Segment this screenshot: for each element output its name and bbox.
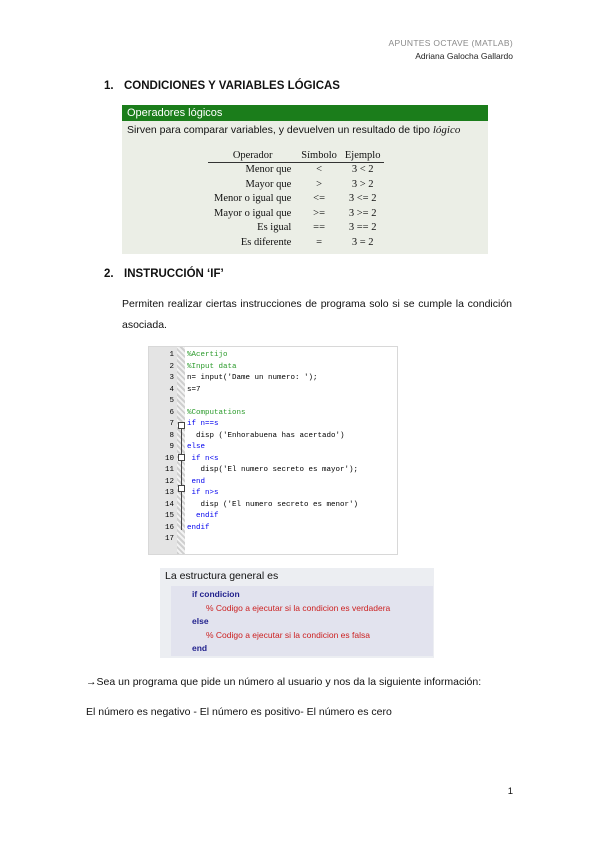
operator-symbol: == xyxy=(313,222,325,233)
operator-example: 3 == 2 xyxy=(348,222,377,233)
code-editor-screenshot xyxy=(148,346,398,555)
structure-keyword: if condicion xyxy=(192,589,240,599)
operator-symbol: < xyxy=(316,164,323,175)
operator-symbol: >= xyxy=(313,207,325,219)
code-text: %Computations xyxy=(187,408,246,417)
code-text: %Acertijo xyxy=(187,351,228,359)
column-header: Ejemplo xyxy=(341,150,385,163)
fold-marker-icon xyxy=(178,454,185,461)
structure-keyword: else xyxy=(192,616,209,626)
code-line xyxy=(149,442,206,453)
code-text: if n<s xyxy=(187,454,219,463)
operator-symbol: = xyxy=(316,236,323,248)
code-line xyxy=(149,396,174,407)
structure-keyword: end xyxy=(192,643,208,653)
operator-example: 3 >= 2 xyxy=(348,207,377,219)
operator-symbol: <= xyxy=(313,193,325,204)
line-number: 3 xyxy=(169,374,174,382)
code-line xyxy=(149,488,219,499)
operator-example: 3 > 2 xyxy=(351,178,374,190)
line-number: 1 xyxy=(169,351,174,359)
code-text: endif xyxy=(187,512,219,520)
fold-marker-icon xyxy=(178,485,185,492)
code-text: n= input('Dame un numero: '); xyxy=(187,374,318,382)
code-text: else xyxy=(187,443,206,451)
code-line xyxy=(149,454,219,465)
line-number: 17 xyxy=(164,535,174,543)
operator-name: Es igual xyxy=(257,222,292,233)
operator-row xyxy=(208,207,384,222)
description-text: Sirven para comparar variables, y devuelven un resultado de tipo xyxy=(127,124,430,136)
operator-example: 3 = 2 xyxy=(351,236,374,248)
header-subject: APUNTES OCTAVE (MATLAB) xyxy=(388,38,513,48)
operator-row xyxy=(208,192,384,207)
code-text: disp ('Enhorabuena has acertado') xyxy=(187,431,345,440)
line-number: 2 xyxy=(169,362,174,371)
description-emphasis: lógico xyxy=(432,124,461,136)
line-number: 5 xyxy=(169,397,174,405)
operator-name: Es diferente xyxy=(240,236,292,248)
code-line xyxy=(149,511,219,522)
code-text: %Input data xyxy=(187,362,237,371)
line-number: 8 xyxy=(169,431,174,440)
operators-table xyxy=(208,150,384,250)
general-structure-box xyxy=(160,568,434,658)
logical-operators-title: Operadores lógicos xyxy=(122,105,488,121)
operator-row xyxy=(208,178,384,193)
page-number: 1 xyxy=(507,786,513,797)
column-header: Símbolo xyxy=(297,150,341,163)
code-line xyxy=(149,419,219,430)
program-description: →Sea un programa que pide un número al usuario y nos da la siguiente información: xyxy=(86,676,482,688)
operator-name: Menor que xyxy=(245,164,292,175)
section-number: 2. xyxy=(104,268,114,280)
operator-row xyxy=(208,221,384,236)
operator-row xyxy=(208,236,384,251)
line-number: 7 xyxy=(169,420,174,428)
line-number: 16 xyxy=(164,523,174,532)
code-text: end xyxy=(187,477,206,486)
code-line xyxy=(149,465,359,476)
line-number: 15 xyxy=(164,512,174,520)
general-structure-title: La estructura general es xyxy=(165,570,279,582)
section-heading-if xyxy=(104,268,224,280)
column-header: Operador xyxy=(208,150,297,163)
code-line xyxy=(149,534,174,545)
operator-example: 3 < 2 xyxy=(351,164,374,175)
line-number: 4 xyxy=(169,385,174,394)
section-heading-conditions xyxy=(104,80,340,92)
fold-guide xyxy=(181,428,182,530)
line-number: 10 xyxy=(164,454,174,463)
if-paragraph: Permiten realizar ciertas instrucciones de programa solo si se cumple la condición asociada. xyxy=(122,298,512,331)
code-line xyxy=(149,362,237,373)
code-line xyxy=(149,408,246,419)
line-number: 13 xyxy=(164,489,174,497)
code-line xyxy=(149,385,201,396)
operator-row xyxy=(208,163,384,178)
code-line xyxy=(149,373,318,384)
code-line xyxy=(149,523,210,534)
code-text: s=7 xyxy=(187,385,201,394)
code-line xyxy=(149,431,345,442)
code-line xyxy=(149,350,228,361)
code-text: disp('El numero secreto es mayor'); xyxy=(187,466,359,474)
structure-comment: % Codigo a ejecutar si la condicion es verdadera xyxy=(206,602,391,613)
section-title: INSTRUCCIÓN ‘IF’ xyxy=(124,268,224,280)
code-line xyxy=(149,477,206,488)
operator-symbol: > xyxy=(316,178,323,190)
code-text: if n>s xyxy=(187,489,219,497)
line-number: 6 xyxy=(169,408,174,417)
program-cases: El número es negativo - El número es positivo- El número es cero xyxy=(86,706,392,718)
line-number: 14 xyxy=(164,500,174,509)
code-text: if n==s xyxy=(187,420,219,428)
section-number: 1. xyxy=(104,80,114,92)
code-line xyxy=(149,500,359,511)
line-number: 12 xyxy=(164,477,174,486)
section-title: CONDICIONES Y VARIABLES LÓGICAS xyxy=(124,80,340,92)
operator-name: Mayor o igual que xyxy=(214,207,292,219)
general-structure-code xyxy=(171,586,433,656)
operator-example: 3 <= 2 xyxy=(348,193,377,204)
header-author: Adriana Galocha Gallardo xyxy=(415,51,513,61)
operator-name: Menor o igual que xyxy=(214,193,292,204)
structure-comment: % Codigo a ejecutar si la condicion es falsa xyxy=(206,629,370,640)
code-text: endif xyxy=(187,523,210,532)
line-number: 9 xyxy=(169,443,174,451)
logical-operators-description xyxy=(122,121,488,139)
operator-name: Mayor que xyxy=(245,178,292,190)
code-text: disp ('El numero secreto es menor') xyxy=(187,500,359,509)
logical-operators-box xyxy=(122,105,488,254)
line-number: 11 xyxy=(164,466,174,474)
